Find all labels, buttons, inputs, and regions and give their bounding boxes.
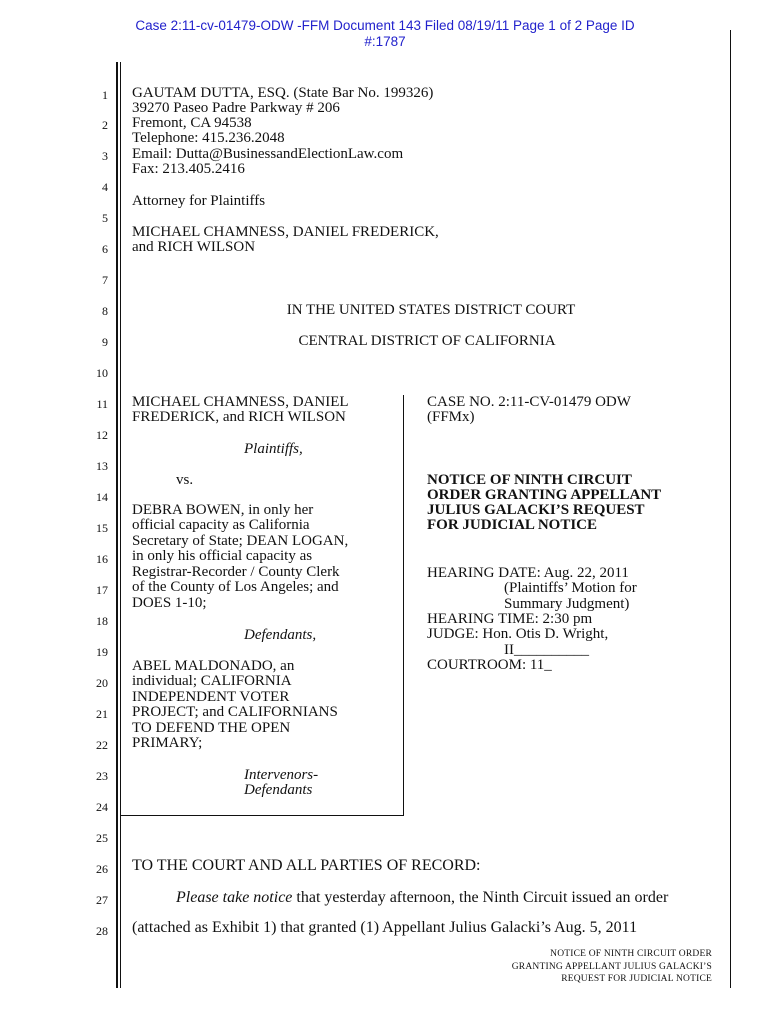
hearing-time: HEARING TIME: 2:30 pm [427,611,593,627]
left-margin-rule [116,62,118,988]
defendants-line3: Secretary of State; DEAN LOGAN, [132,533,349,549]
body-paragraph-line1 [176,890,668,906]
line-number: 18 [96,614,108,628]
defendants-line2: official capacity as California [132,517,310,533]
line-number: 13 [96,459,108,473]
line-number: 7 [102,273,108,287]
intervenors-line1: ABEL MALDONADO, an [132,658,295,674]
defendants-label: Defendants, [244,627,317,643]
intervenors-line3: INDEPENDENT VOTER [132,689,290,705]
left-margin-rule-inner [120,62,121,988]
line-number: 1 [102,88,108,102]
versus: vs. [176,472,194,488]
court-name: IN THE UNITED STATES DISTRICT COURT [286,302,576,318]
document-title-line4: FOR JUDICIAL NOTICE [427,517,598,533]
attorney-address2: Fremont, CA 94538 [132,115,252,131]
attorney-clients-line1: MICHAEL CHAMNESS, DANIEL FREDERICK, [132,224,439,240]
line-number: 14 [96,490,108,504]
page-footer [512,948,712,986]
line-number: 20 [96,676,108,690]
line-number: 23 [96,769,108,783]
hearing-date: HEARING DATE: Aug. 22, 2011 [427,565,629,581]
defendants-line4: in only his official capacity as [132,548,313,564]
caption-bottom-rule [121,815,404,816]
case-number-line1: CASE NO. 2:11-CV-01479 ODW [427,394,631,410]
line-number: 21 [96,707,108,721]
attorney-email: Email: Dutta@BusinessandElectionLaw.com [132,146,404,162]
right-margin-rule [730,30,731,988]
line-number: 10 [96,366,108,380]
defendants-line5: Registrar-Recorder / County Clerk [132,564,340,580]
footer-line3: REQUEST FOR JUDICIAL NOTICE [561,974,712,984]
hearing-note-line2: Summary Judgment) [504,596,630,612]
intervenors-line2: individual; CALIFORNIA [132,673,292,689]
line-number: 24 [96,800,108,814]
line-number: 12 [96,428,108,442]
line-number: 25 [96,831,108,845]
intervenors-line5: TO DEFEND THE OPEN [132,720,291,736]
attorney-name: GAUTAM DUTTA, ESQ. (State Bar No. 199326) [132,85,434,101]
plaintiffs-line1: MICHAEL CHAMNESS, DANIEL [132,394,349,410]
attorney-address1: 39270 Paseo Padre Parkway # 206 [132,100,340,116]
ecf-header-line2: #:1787 [364,34,406,49]
line-number: 16 [96,552,108,566]
document-title-line2: ORDER GRANTING APPELLANT [427,487,662,503]
line-number: 11 [96,397,108,411]
attorney-fax: Fax: 213.405.2416 [132,161,245,177]
intervenors-label-line1: Intervenors- [244,767,319,783]
hearing-note-line1: (Plaintiffs’ Motion for [504,580,637,596]
line-number: 28 [96,924,108,938]
court-district: CENTRAL DISTRICT OF CALIFORNIA [298,333,556,349]
line-number: 2 [102,118,108,132]
footer-line1: NOTICE OF NINTH CIRCUIT ORDER [550,949,712,959]
defendants-line7: DOES 1-10; [132,595,207,611]
line-number: 3 [102,149,108,163]
judge: JUDGE: Hon. Otis D. Wright, [427,626,609,642]
judge-suffix: II__________ [504,642,589,658]
body-paragraph-line2: (attached as Exhibit 1) that granted (1) Appellant Julius Galacki’s Aug. 5, 2011 [132,919,638,936]
body-emphasis: Please take notice [176,889,293,906]
footer-line2: GRANTING APPELLANT JULIUS GALACKI’S [511,961,712,972]
line-number: 5 [102,211,108,225]
attorney-clients-line2: and RICH WILSON [132,239,256,255]
body-paragraph-text: that yesterday afternoon, the Ninth Circuit issued an order [292,889,669,906]
caption-vertical-rule [403,395,404,815]
line-number: 4 [102,180,108,194]
plaintiffs-line2: FREDERICK, and RICH WILSON [132,409,346,425]
plaintiffs-label: Plaintiffs, [244,441,303,457]
line-number: 17 [96,583,108,597]
courtroom: COURTROOM: 11_ [427,657,552,673]
salutation: TO THE COURT AND ALL PARTIES OF RECORD: [132,857,481,874]
defendants-line1: DEBRA BOWEN, in only her [132,502,314,518]
line-number: 8 [102,304,108,318]
ecf-header-line1: Case 2:11-cv-01479-ODW -FFM Document 143 Filed 08/19/11 Page 1 of 2 Page ID [135,18,635,33]
attorney-role: Attorney for Plaintiffs [132,193,266,209]
line-number: 9 [102,335,108,349]
intervenors-label-line2: Defendants [244,782,313,798]
line-number: 6 [102,242,108,256]
line-number: 26 [96,862,108,876]
line-number: 22 [96,738,108,752]
intervenors-line6: PRIMARY; [132,735,203,751]
attorney-telephone: Telephone: 415.236.2048 [132,130,285,146]
case-number-line2: (FFMx) [427,409,475,425]
document-title-line1: NOTICE OF NINTH CIRCUIT [427,472,632,488]
line-number: 15 [96,521,108,535]
line-number: 19 [96,645,108,659]
defendants-line6: of the County of Los Angeles; and [132,579,339,595]
document-title-line3: JULIUS GALACKI’S REQUEST [427,502,645,518]
intervenors-line4: PROJECT; and CALIFORNIANS [132,704,338,720]
line-number: 27 [96,893,108,907]
